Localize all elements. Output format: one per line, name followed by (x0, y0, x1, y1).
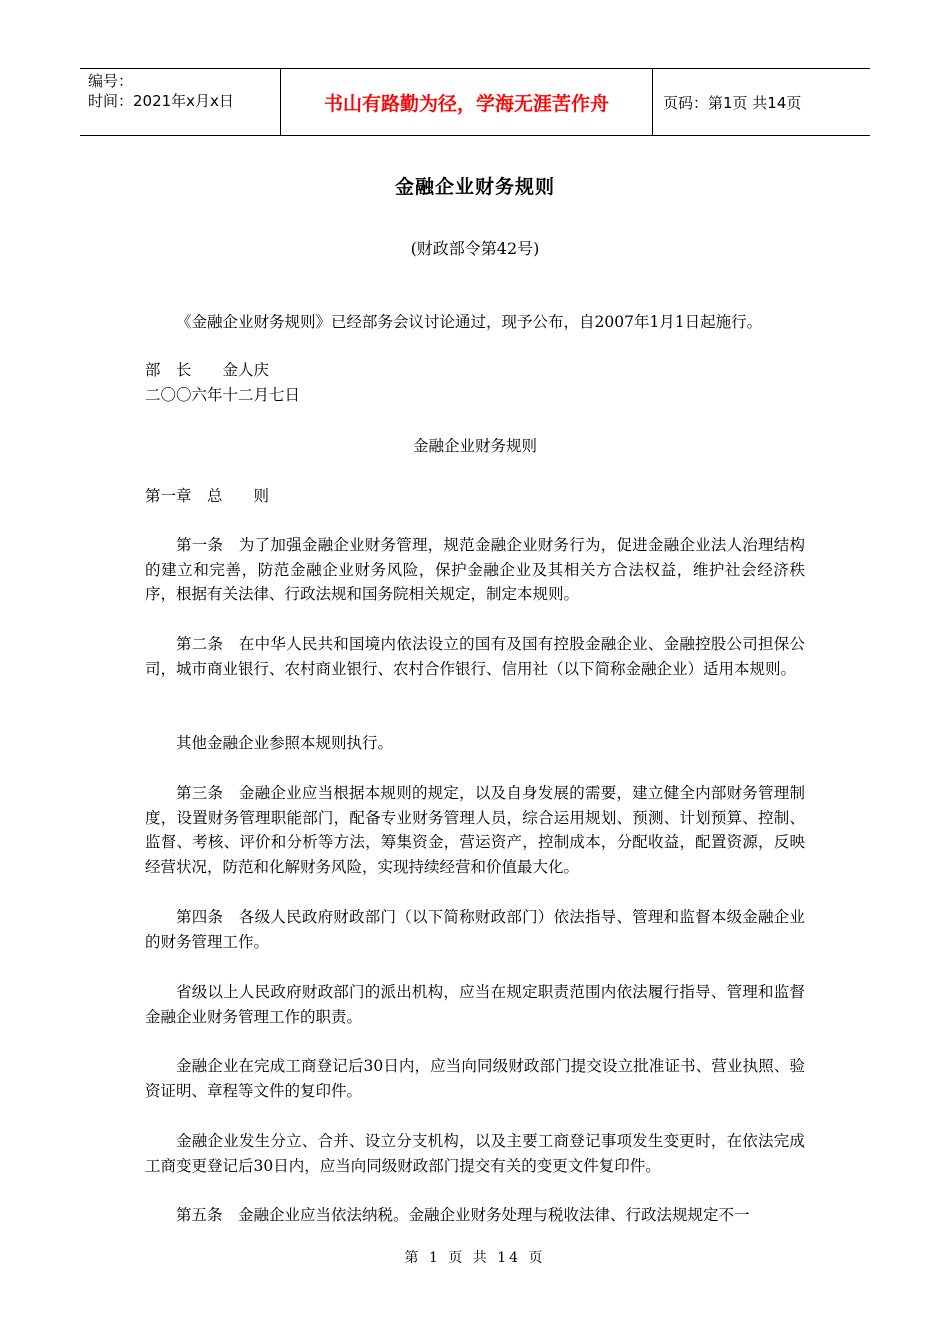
intro-paragraph: 《金融企业财务规则》已经部务会议讨论通过，现予公布，自2007年1月1日起施行。 (176, 313, 763, 331)
header-motto: 书山有路勤为径，学海无涯苦作舟 (281, 69, 653, 135)
page-header (80, 68, 870, 136)
chapter-heading: 第一章 总 则 (145, 487, 270, 505)
signature-date: 二〇〇六年十二月七日 (145, 386, 301, 404)
header-meta-cell (80, 69, 281, 135)
article-paragraph: 第三条 金融企业应当根据本规则的规定，以及自身发展的需要，建立健全内部财务管理制度，设置财务管理职能部门，配备专业财务管理人员，综合运用规划、预测、计划预算、控制、监督、考核、评价和分析等方法，筹集资金，营运资产，控制成本，分配收益，配置资源，反映经营状况，防范和化解财务风险，实现持续经营和价值最大化。 (145, 784, 805, 876)
document-date-label: 时间：2021年x月x日 (88, 92, 234, 110)
inner-title: 金融企业财务规则 (412, 437, 537, 455)
article-paragraph: 第四条 各级人民政府财政部门（以下简称财政部门）依法指导、管理和监督本级金融企业的财务管理工作。 (145, 908, 805, 951)
article-paragraph: 省级以上人民政府财政部门的派出机构，应当在规定职责范围内依法履行指导、管理和监督金融企业财务管理工作的职责。 (145, 983, 805, 1026)
page-footer: 第 1 页 共 14 页 (404, 1250, 546, 1266)
header-page-label: 页码：第1页 共14页 (663, 93, 802, 112)
article-paragraph: 金融企业在完成工商登记后30日内，应当向同级财政部门提交设立批准证书、营业执照、验资证明、章程等文件的复印件。 (145, 1057, 805, 1100)
minister-signature: 部 长 金人庆 (145, 361, 270, 379)
article-paragraph: 金融企业发生分立、合并、设立分支机构，以及主要工商登记事项发生变更时，在依法完成工商变更登记后30日内，应当向同级财政部门提交有关的变更文件复印件。 (145, 1132, 805, 1175)
document-number-label: 编号： (88, 72, 134, 90)
document-title: 金融企业财务规则 (394, 176, 555, 198)
document-subtitle: (财政部令第42号) (410, 239, 540, 258)
article-paragraph: 第二条 在中华人民共和国境内依法设立的国有及国有控股金融企业、金融控股公司担保公司，城市商业银行、农村商业银行、农村合作银行、信用社（以下简称金融企业）适用本规则。 (145, 635, 805, 678)
article-paragraph: 第一条 为了加强金融企业财务管理，规范金融企业财务行为，促进金融企业法人治理结构的建立和完善，防范金融企业财务风险，保护金融企业及其相关方合法权益，维护社会经济秩序，根据有关法律、行政法规和国务院相关规定，制定本规则。 (145, 536, 805, 603)
article-paragraph: 其他金融企业参照本规则执行。 (176, 734, 394, 752)
article-paragraph: 第五条 金融企业应当依法纳税。金融企业财务处理与税收法律、行政法规规定不一 (176, 1206, 750, 1224)
